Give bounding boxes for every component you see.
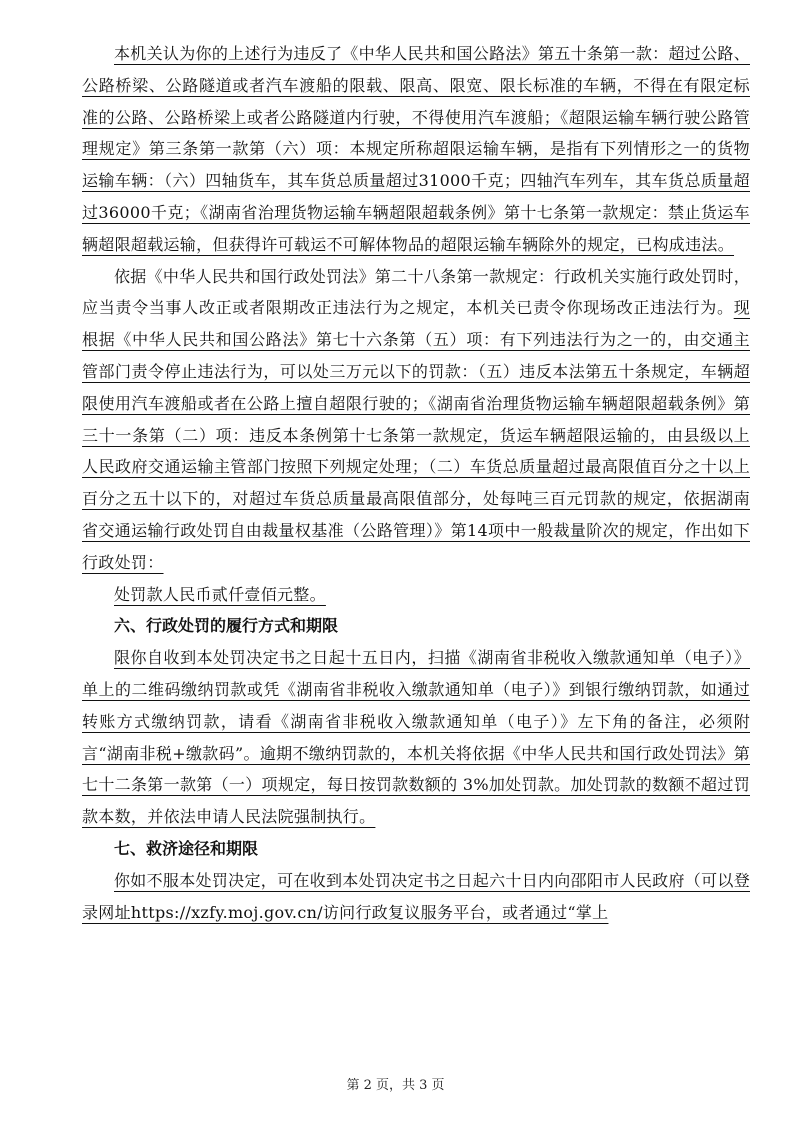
document-body xyxy=(82,38,750,928)
penalty-basis-part-3: 湖南省交通运输行政处罚自由裁量权基准（公路管理）》第14项中一般裁量阶次的规定，作出如下行政处罚： xyxy=(82,489,750,572)
paragraph-payment: 限你自收到本处罚决定书之日起十五日内，扫描《湖南省非税收入缴款通知单（电子）》单上的二维码缴纳罚款或凭《湖南省非税收入缴款通知单（电子）》到银行缴纳罚款，如通过转账方式缴纳罚款，请看《湖南省非税收入缴款通知单（电子）》左下角的备注，必须附言“湖南非税+缴款码”。逾期不缴纳罚款的，本机关将依据《中华人民共和国行政处罚法》第七十二条第一款第（一）项规定，每日按罚款数额的 3%加处罚款。加处罚款的数额不超过罚款本数，并依法申请人民法院强制执行。 xyxy=(82,648,750,827)
paragraph-fine-amount: 处罚款人民币贰仟壹佰元整。 xyxy=(114,584,326,604)
section-heading-7: 七、救济途径和期限 xyxy=(114,838,259,858)
penalty-basis-part-2: 现根据《中华人民共和国公路法》第七十六条第（五）项：有下列违法行为之一的，由交通主管部门责令停止违法行为，可以处三万元以下的罚款：（五）违反本法第五十条规定，车辆超限使用汽车渡船或者在公路上擅自超限行驶的；《湖南省治理货物运输车辆超限超载条例》第三十一条第（二）项：违反本条例第十七条第一款规定，货运车辆超限运输的，由县级以上人民政府交通运输主管部门按照下列规定处理；（二）车货总质量超过最高限值百分之十以上百分之五十以下的，对超过车货总质量最高限值部分，处每吨三百元罚款的规定，依据 xyxy=(82,298,750,509)
page-footer: 第 2 页，共 3 页 xyxy=(346,1078,445,1093)
paragraph-violation: 本机关认为你的上述行为违反了《中华人民共和国公路法》第五十条第一款：超过公路、公路桥梁、公路隧道或者汽车渡船的限载、限高、限宽、限长标准的车辆，不得在有限定标准的公路、公路桥梁上或者公路隧道内行驶，不得使用汽车渡船；《超限运输车辆行驶公路管理规定》第三条第一款第（六）项：本规定所称超限运输车辆，是指有下列情形之一的货物运输车辆：（六）四轴货车，其车货总质量超过31000千克；四轴汽车列车，其车货总质量超过36000千克；《湖南省治理货物运输车辆超限超载条例》第十七条第一款规定：禁止货运车辆超限超载运输，但获得许可载运不可解体物品的超限运输车辆除外的规定，已构成违法。 xyxy=(82,44,750,254)
section-heading-6: 六、行政处罚的履行方式和期限 xyxy=(114,616,339,636)
penalty-basis-part-1: 依据《中华人民共和国行政处罚法》第二十八条第一款规定：行政机关实施行政处罚时，应当责令当事人改正或者限期改正违法行为之规定，本机关已责令你现场改正违法行为。 xyxy=(82,266,750,318)
paragraph-remedy: 你如不服本处罚决定，可在收到本处罚决定书之日起六十日内向邵阳市人民政府（可以登录网址https://xzfy.moj.gov.cn/访问行政复议服务平台，或者通过“掌上 xyxy=(82,870,750,922)
paragraph-penalty-basis xyxy=(82,261,750,579)
